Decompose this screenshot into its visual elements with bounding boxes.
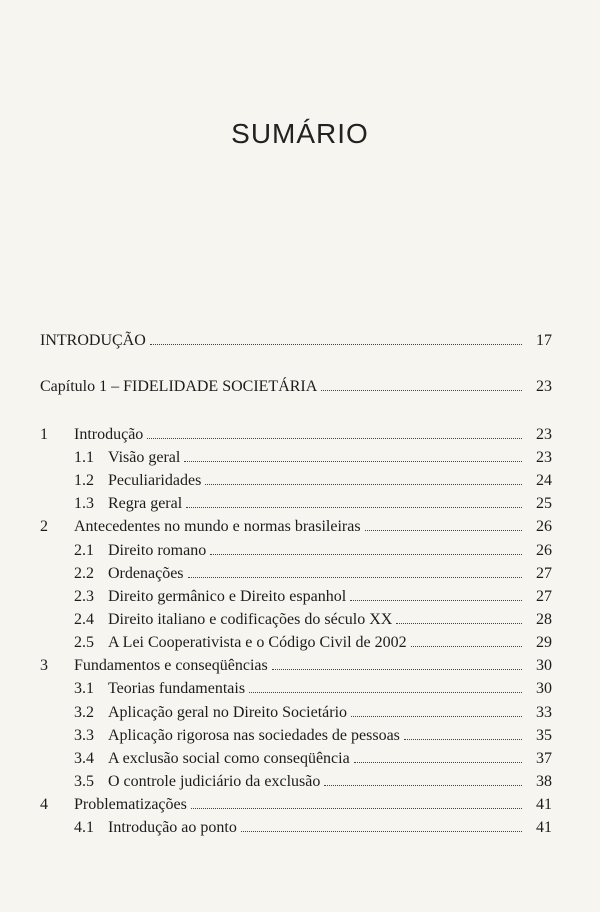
toc-number: 1.3 [74, 495, 94, 512]
toc-label: A exclusão social como conseqüência [108, 750, 350, 767]
toc-entry [40, 493, 552, 514]
dot-leader [411, 632, 522, 647]
dot-leader [324, 771, 522, 786]
toc-entry [40, 725, 552, 746]
dot-leader [321, 376, 522, 391]
toc-label: Direito romano [108, 542, 207, 559]
toc-entry [40, 516, 552, 537]
toc-entry [40, 771, 552, 792]
dot-leader [186, 493, 522, 508]
toc-label: Ordenações [108, 565, 184, 582]
toc-page: 28 [536, 611, 552, 628]
toc-number: 4 [40, 796, 48, 813]
toc-entry [40, 424, 552, 445]
toc-label: Antecedentes no mundo e normas brasileiras [74, 518, 361, 535]
toc-entry [40, 655, 552, 676]
dot-leader [350, 586, 522, 601]
toc-entry [40, 748, 552, 769]
toc-page: 17 [536, 332, 552, 349]
toc-page: 27 [536, 588, 552, 605]
toc-entry [40, 586, 552, 607]
page-title: SUMÁRIO [231, 118, 369, 149]
toc-page: 23 [536, 449, 552, 466]
toc-label: Regra geral [108, 495, 183, 512]
toc-page: 26 [536, 542, 552, 559]
dot-leader [210, 540, 522, 555]
toc-label: Aplicação geral no Direito Societário [108, 704, 348, 721]
toc-label: O controle judiciário da exclusão [108, 773, 321, 790]
toc-page: 38 [536, 773, 552, 790]
toc-number: 3.3 [74, 727, 94, 744]
toc-page: 41 [536, 796, 552, 813]
toc-label: INTRODUÇÃO [40, 332, 146, 349]
toc-entry-chapter-1 [40, 376, 552, 397]
toc-entry [40, 447, 552, 468]
toc-label: A Lei Cooperativista e o Código Civil de 2002 [108, 634, 407, 651]
toc-number: 4.1 [74, 819, 94, 836]
toc-label: Peculiaridades [108, 472, 202, 489]
toc-page: 30 [536, 657, 552, 674]
toc-page: 26 [536, 518, 552, 535]
toc-label: Teorias fundamentais [108, 680, 246, 697]
toc-entry [40, 563, 552, 584]
dot-leader [147, 424, 522, 439]
toc-entry [40, 817, 552, 838]
dot-leader [191, 794, 522, 809]
dot-leader [365, 516, 522, 531]
toc-entry [40, 632, 552, 653]
toc-entry [40, 609, 552, 630]
toc-label: Introdução ao ponto [108, 819, 237, 836]
toc-entry [40, 794, 552, 815]
toc-page: 33 [536, 704, 552, 721]
dot-leader [184, 447, 522, 462]
toc-label: Introdução [74, 426, 144, 443]
toc-number: 1 [40, 426, 48, 443]
toc-label: Visão geral [108, 449, 181, 466]
toc-number: 3.2 [74, 704, 94, 721]
toc-page: 27 [536, 565, 552, 582]
dot-leader [205, 470, 522, 485]
toc-number: 1.2 [74, 472, 94, 489]
toc-page: 41 [536, 819, 552, 836]
toc-page: 23 [536, 426, 552, 443]
toc-page: 37 [536, 750, 552, 767]
dot-leader [249, 678, 522, 693]
dot-leader [404, 725, 522, 740]
toc-number: 2.3 [74, 588, 94, 605]
toc-label: Problematizações [74, 796, 187, 813]
dot-leader [188, 563, 522, 578]
toc-label: Direito germânico e Direito espanhol [108, 588, 347, 605]
toc-number: 1.1 [74, 449, 94, 466]
dot-leader [272, 655, 522, 670]
toc-entry [40, 470, 552, 491]
dot-leader [396, 609, 522, 624]
toc-number: 2.1 [74, 542, 94, 559]
toc-number: 2 [40, 518, 48, 535]
toc-page: 29 [536, 634, 552, 651]
toc-entry [40, 678, 552, 699]
toc-label: Aplicação rigorosa nas sociedades de pessoas [108, 727, 400, 744]
toc-page: 35 [536, 727, 552, 744]
toc-entry [40, 540, 552, 561]
dot-leader [354, 748, 522, 763]
toc-label: Capítulo 1 – FIDELIDADE SOCIETÁRIA [40, 378, 318, 395]
toc-label: Direito italiano e codificações do século XX [108, 611, 393, 628]
toc-entry [40, 702, 552, 723]
toc-number: 3.1 [74, 680, 94, 697]
toc-number: 2.4 [74, 611, 94, 628]
dot-leader [351, 702, 522, 717]
toc-entry-introducao [40, 330, 552, 351]
dot-leader [150, 330, 522, 345]
toc-page: 23 [536, 378, 552, 395]
toc-page: 30 [536, 680, 552, 697]
toc-number: 3 [40, 657, 48, 674]
toc-label: Fundamentos e conseqüências [74, 657, 268, 674]
toc-number: 2.2 [74, 565, 94, 582]
toc-number: 3.5 [74, 773, 94, 790]
toc-page: 24 [536, 472, 552, 489]
toc-number: 2.5 [74, 634, 94, 651]
dot-leader [241, 817, 522, 832]
toc-number: 3.4 [74, 750, 94, 767]
toc-page: 25 [536, 495, 552, 512]
